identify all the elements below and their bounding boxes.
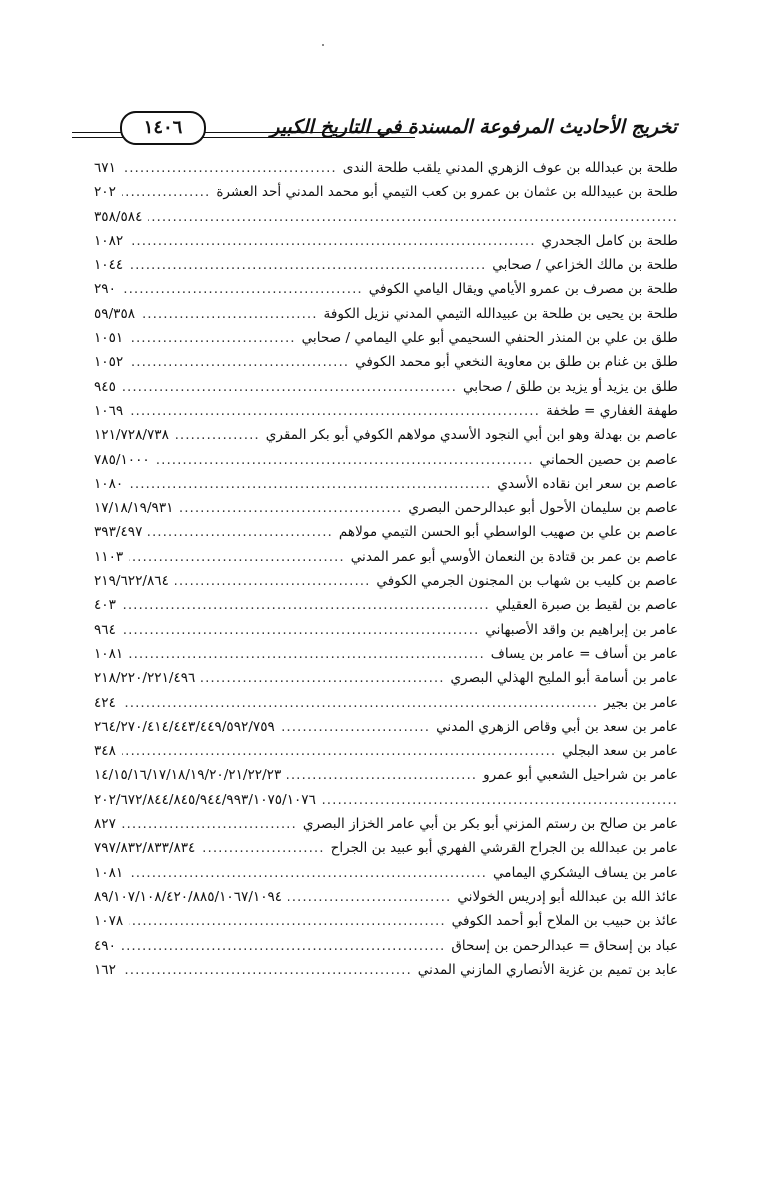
entry-hadith-numbers: ١٧/١٨/١٩/٩٣١ <box>94 500 174 517</box>
index-entry <box>94 209 678 233</box>
entry-name: طلحة بن كامل الجحدري <box>541 232 678 249</box>
dot-leader <box>122 160 337 180</box>
dot-leader <box>129 403 540 423</box>
entry-hadith-numbers: ٤٢٤ <box>94 694 116 711</box>
index-entry <box>94 306 678 330</box>
entry-name: عباد بن إسحاق = عبدالرحمن بن إسحاق <box>451 937 678 954</box>
entry-hadith-numbers: ١٠٨١ <box>94 864 124 881</box>
dot-leader <box>322 792 678 812</box>
dot-leader <box>141 306 317 326</box>
entry-hadith-numbers: ٢٠٢ <box>94 184 116 201</box>
dot-leader <box>122 695 598 715</box>
entry-hadith-numbers: ٧٨٥/١٠٠٠ <box>94 451 150 468</box>
dot-leader <box>122 962 412 982</box>
dot-leader <box>122 743 556 763</box>
entry-name: طلق بن علي بن المنذر الحنفي السحيمي أبو علي اليمامي / صحابي <box>301 330 678 347</box>
page-number-badge: ١٤٠٦ <box>120 111 206 145</box>
entry-name: طلحة بن عبدالله بن عوف الزهري المدني يلقب طلحة الندى <box>342 160 678 176</box>
entry-hadith-numbers: ١٠٨٠ <box>94 475 124 492</box>
dot-leader <box>129 354 349 374</box>
dot-leader <box>122 938 445 958</box>
dot-leader <box>122 379 457 399</box>
dot-leader <box>129 865 487 885</box>
dot-leader <box>122 184 210 204</box>
entry-hadith-numbers: ٧٩٧/٨٣٢/٨٣٣/٨٣٤ <box>94 840 196 857</box>
entry-name: عامر بن سعد البجلي <box>562 743 678 760</box>
index-entry <box>94 767 678 791</box>
index-entry <box>94 889 678 913</box>
entry-name: عاصم بن حصين الحماني <box>539 451 678 468</box>
index-entry <box>94 670 678 694</box>
dot-leader <box>122 281 363 301</box>
entry-hadith-numbers: ١٠٧٨ <box>94 913 124 930</box>
index-entry <box>94 330 678 354</box>
entry-name: عائذ بن حبيب بن الملاح أبو أحمد الكوفي <box>451 913 678 930</box>
index-entry <box>94 184 678 208</box>
index-entry <box>94 622 678 646</box>
entry-name: طلحة بن مالك الخزاعي / صحابي <box>492 257 678 274</box>
dot-leader <box>288 889 451 909</box>
index-entry <box>94 403 678 427</box>
dot-leader <box>129 233 535 253</box>
index-entry <box>94 257 678 281</box>
entry-name: طلحة بن مصرف بن عمرو الأيامي ويقال اليامي الكوفي <box>368 281 678 298</box>
index-entry <box>94 524 678 548</box>
index-entry <box>94 354 678 378</box>
entry-name: عاصم بن كليب بن شهاب بن المجنون الجرمي الكوفي <box>376 573 678 590</box>
entry-hadith-numbers: ٢١٨/٢٢٠/٢٢١/٤٩٦ <box>94 670 196 687</box>
index-entry <box>94 427 678 451</box>
entry-name: عامر بن صالح بن رستم المزني أبو بكر بن أبي عامر الخزاز البصري <box>302 816 678 833</box>
entry-hadith-numbers: ١٠٤٤ <box>94 257 124 274</box>
entry-hadith-numbers: ٣٥٨/٥٨٤ <box>94 208 143 225</box>
entry-name: عاصم بن علي بن صهيب الواسطي أبو الحسن التيمي مولاهم <box>338 524 678 541</box>
entry-name: عاصم بن بهدلة وهو ابن أبي النجود الأسدي مولاهم الكوفي أبو بكر المقري <box>265 427 678 444</box>
dot-leader <box>201 670 444 690</box>
dot-leader <box>175 573 371 593</box>
entry-name: عاصم بن سعر ابن نقاده الأسدي <box>497 475 678 492</box>
entry-hadith-numbers: ٨٩/١٠٧/١٠٨/٤٢٠/٨٨٥/١٠٦٧/١٠٩٤ <box>94 888 283 905</box>
entry-hadith-numbers: ١٢١/٧٢٨/٧٣٨ <box>94 427 169 444</box>
entry-hadith-numbers: ١٠٦٩ <box>94 402 124 419</box>
entry-name: طلحة بن يحيى بن طلحة بن عبيدالله التيمي المدني نزيل الكوفة <box>323 305 678 322</box>
entry-name: طهفة الغفاري = طخفة <box>545 402 678 419</box>
index-entry <box>94 500 678 524</box>
dot-leader <box>129 646 485 666</box>
entry-name: عامر بن أساف = عامر بن يساف <box>490 645 678 662</box>
entry-name: طلحة بن عبيدالله بن عثمان بن عمرو بن كعب التيمي أبو محمد المدني أحد العشرة <box>216 184 678 201</box>
dot-leader <box>129 913 445 933</box>
entry-name: عاصم بن لقيط بن صبرة العقيلي <box>495 597 678 614</box>
index-entry <box>94 962 678 986</box>
entry-name: طلق بن يزيد أو يزيد بن طلق / صحابي <box>462 378 678 395</box>
index-entry <box>94 743 678 767</box>
index-entry <box>94 913 678 937</box>
entry-name: عامر بن أسامة أبو المليح الهذلي البصري <box>450 670 678 687</box>
index-entry <box>94 646 678 670</box>
entry-name: عامر بن إبراهيم بن واقد الأصبهاني <box>485 621 678 638</box>
entry-hadith-numbers: ٢٩٠ <box>94 281 116 298</box>
entry-hadith-numbers: ٢١٩/٦٢٢/٨٦٤ <box>94 573 169 590</box>
dot-leader <box>287 767 477 787</box>
entry-name: عابد بن تميم بن غزية الأنصاري المازني المدني <box>417 961 678 978</box>
entry-name: عامر بن يساف اليشكري اليمامي <box>492 864 678 881</box>
dot-leader <box>129 330 295 350</box>
dot-leader <box>156 452 534 472</box>
entry-hadith-numbers: ١١٠٣ <box>94 548 124 565</box>
entry-hadith-numbers: ٢٠٢/٦٧٢/٨٤٤/٨٤٥/٩٤٤/٩٩٣/١٠٧٥/١٠٧٦ <box>94 791 316 808</box>
entry-hadith-numbers: ٣٤٨ <box>94 743 116 760</box>
narrator-index-list <box>94 160 678 986</box>
index-entry <box>94 865 678 889</box>
index-entry <box>94 816 678 840</box>
entry-hadith-numbers: ٩٦٤ <box>94 621 116 638</box>
dot-leader <box>201 840 324 860</box>
entry-name: عائذ الله بن عبدالله أبو إدريس الخولاني <box>457 888 678 905</box>
entry-name: عاصم بن سليمان الأحول أبو عبدالرحمن البصري <box>408 500 678 517</box>
entry-hadith-numbers: ١٤/١٥/١٦/١٧/١٨/١٩/٢٠/٢١/٢٢/٢٣ <box>94 767 282 784</box>
scan-speck <box>322 44 324 46</box>
dot-leader <box>122 597 490 617</box>
dot-leader <box>148 209 678 229</box>
entry-name: عامر بن عبدالله بن الجراح القرشي الفهري أبو عبيد بن الجراح <box>330 840 678 857</box>
running-header <box>72 108 677 148</box>
entry-name: عامر بن بجير <box>604 694 678 711</box>
dot-leader <box>122 622 479 642</box>
index-entry <box>94 233 678 257</box>
dot-leader <box>281 719 430 739</box>
entry-hadith-numbers: ١٦٢ <box>94 961 116 978</box>
dot-leader <box>122 816 297 836</box>
entry-hadith-numbers: ١٠٨٢ <box>94 232 124 249</box>
entry-name: طلق بن غنام بن طلق بن معاوية النخعي أبو محمد الكوفي <box>355 354 678 371</box>
dot-leader <box>129 476 491 496</box>
index-entry <box>94 719 678 743</box>
entry-hadith-numbers: ٩٤٥ <box>94 378 116 395</box>
entry-hadith-numbers: ٤٩٠ <box>94 937 116 954</box>
entry-hadith-numbers: ٢٦٤/٢٧٠/٤١٤/٤٤٣/٤٤٩/٥٩٢/٧٥٩ <box>94 718 275 735</box>
dot-leader <box>129 257 486 277</box>
index-entry <box>94 452 678 476</box>
entry-name: عامر بن شراحيل الشعبي أبو عمرو <box>483 767 678 784</box>
entry-hadith-numbers: ٥٩/٣٥٨ <box>94 305 136 322</box>
index-entry <box>94 695 678 719</box>
entry-hadith-numbers: ٦٧١ <box>94 160 116 176</box>
entry-hadith-numbers: ٤٠٣ <box>94 597 116 614</box>
entry-hadith-numbers: ١٠٨١ <box>94 645 124 662</box>
index-entry <box>94 379 678 403</box>
entry-name: عامر بن سعد بن أبي وقاص الزهري المدني <box>436 718 678 735</box>
index-entry <box>94 476 678 500</box>
entry-name: عاصم بن عمر بن قتادة بن النعمان الأوسي أبو عمر المدني <box>350 548 678 565</box>
book-title: تخريج الأحاديث المرفوعة المسندة في التاريخ الكبير <box>270 116 677 138</box>
index-entry <box>94 840 678 864</box>
dot-leader <box>175 427 260 447</box>
index-entry <box>94 549 678 573</box>
index-entry <box>94 281 678 305</box>
index-entry <box>94 938 678 962</box>
entry-hadith-numbers: ٨٢٧ <box>94 816 116 833</box>
index-entry <box>94 792 678 816</box>
index-entry <box>94 597 678 621</box>
dot-leader <box>148 524 332 544</box>
entry-hadith-numbers: ١٠٥٢ <box>94 354 124 371</box>
entry-hadith-numbers: ١٠٥١ <box>94 330 124 347</box>
index-entry <box>94 573 678 597</box>
entry-hadith-numbers: ٣٩٣/٤٩٧ <box>94 524 143 541</box>
dot-leader <box>129 549 344 569</box>
dot-leader <box>179 500 402 520</box>
index-entry <box>94 160 678 184</box>
